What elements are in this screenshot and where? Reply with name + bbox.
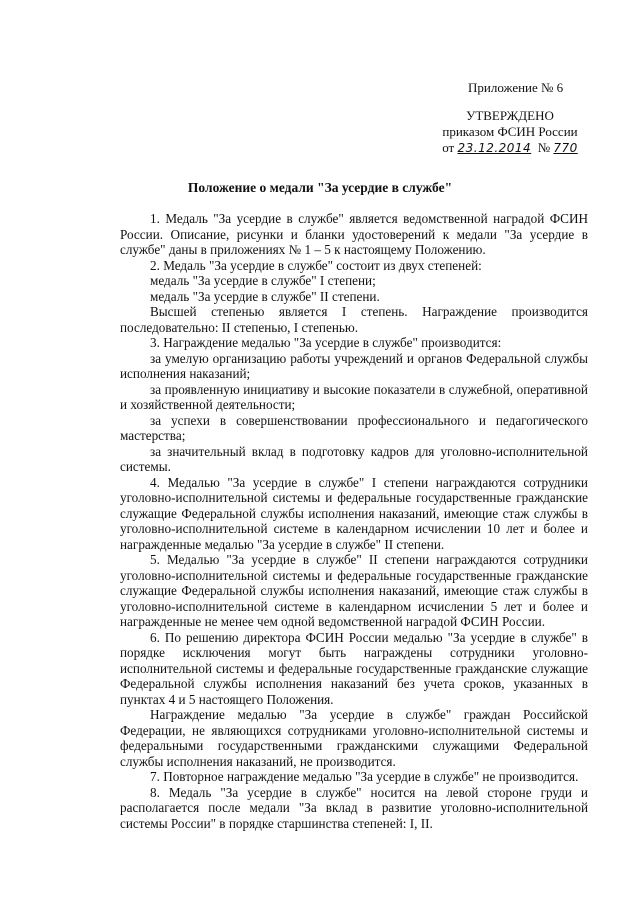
paragraph: Высшей степенью является I степень. Награждение производится последовательно: II степенью, I степенью. <box>120 304 588 335</box>
paragraph: 4. Медалью "За усердие в службе" I степени награждаются сотрудники уголовно-исполнительной системы и федеральные государственные гражданские служащие Федеральной службы исполнения наказаний, имеющие стаж службы в уголовно-исполнительной системе в календарном исчислении 10 лет и более и награжденные медалью "За усердие в службе" II степени. <box>120 474 588 552</box>
document-title: Положение о медали "За усердие в службе" <box>187 180 453 195</box>
order-date-line <box>420 140 600 156</box>
number-label: № <box>537 140 551 155</box>
handwritten-number: 770 <box>553 141 578 155</box>
paragraph: за умелую организацию работы учреждений и органов Федеральной службы исполнения наказаний; <box>120 350 588 381</box>
appendix-label: Приложение № 6 <box>468 80 564 95</box>
paragraph: Награждение медалью "За усердие в службе" граждан Российской Федерации, не являющихся сотрудниками уголовно-исполнительной системы и федеральными государственными гражданскими служащими Федеральной службы исполнения наказаний, не производится. <box>120 707 588 769</box>
paragraph: 5. Медалью "За усердие в службе" II степени награждаются сотрудники уголовно-исполнительной системы и федеральные государственные гражданские служащие Федеральной службы исполнения наказаний, имеющие стаж службы в уголовно-исполнительной системе в календарном исчислении 5 лет и более и награжденные не менее чем одной ведомственной наградой ФСИН России. <box>120 552 588 629</box>
paragraph: за проявленную инициативу и высокие показатели в служебной, оперативной и хозяйственной деятельности; <box>120 381 588 412</box>
paragraph: медаль "За усердие в службе" II степени. <box>150 288 380 304</box>
approval-block <box>420 108 600 156</box>
paragraph: медаль "За усердие в службе" I степени; <box>150 273 376 288</box>
order-label: приказом ФСИН России <box>442 124 578 139</box>
paragraph: 8. Медаль "За усердие в службе" носится на левой стороне груди и располагается после медали "За вклад в развитие уголовно-исполнительной системы России" в порядке старшинства степеней: I, II. <box>120 784 588 831</box>
paragraph: 7. Повторное награждение медалью "За усердие в службе" не производится. <box>150 769 579 784</box>
approved-label: УТВЕРЖДЕНО <box>466 108 554 123</box>
paragraph: за значительный вклад в подготовку кадров для уголовно-исполнительной системы. <box>120 443 588 474</box>
paragraph: 1. Медаль "За усердие в службе" является ведомственной наградой ФСИН России. Описание, рисунки и бланки удостоверений к медали "За усердие в службе" даны в приложениях № 1 – 5 к настоящему Положению. <box>120 211 588 257</box>
paragraph: за успехи в совершенствовании профессионального и педагогического мастерства; <box>120 412 588 443</box>
paragraph: 3. Награждение медалью "За усердие в службе" производится: <box>150 335 502 350</box>
handwritten-date: 23.12.2014 <box>457 141 532 155</box>
paragraph: 2. Медаль "За усердие в службе" состоит из двух степеней: <box>150 257 482 273</box>
from-label: от <box>442 140 455 155</box>
paragraph: 6. По решению директора ФСИН России медалью "За усердие в службе" в порядке исключения могут быть награждены сотрудники уголовно-исполнительной системы и федеральные государственные гражданские служащие Федеральной службы исполнения наказаний без учета сроков, указанных в пунктах 4 и 5 настоящего Положения. <box>120 629 588 707</box>
document-body <box>120 211 588 831</box>
